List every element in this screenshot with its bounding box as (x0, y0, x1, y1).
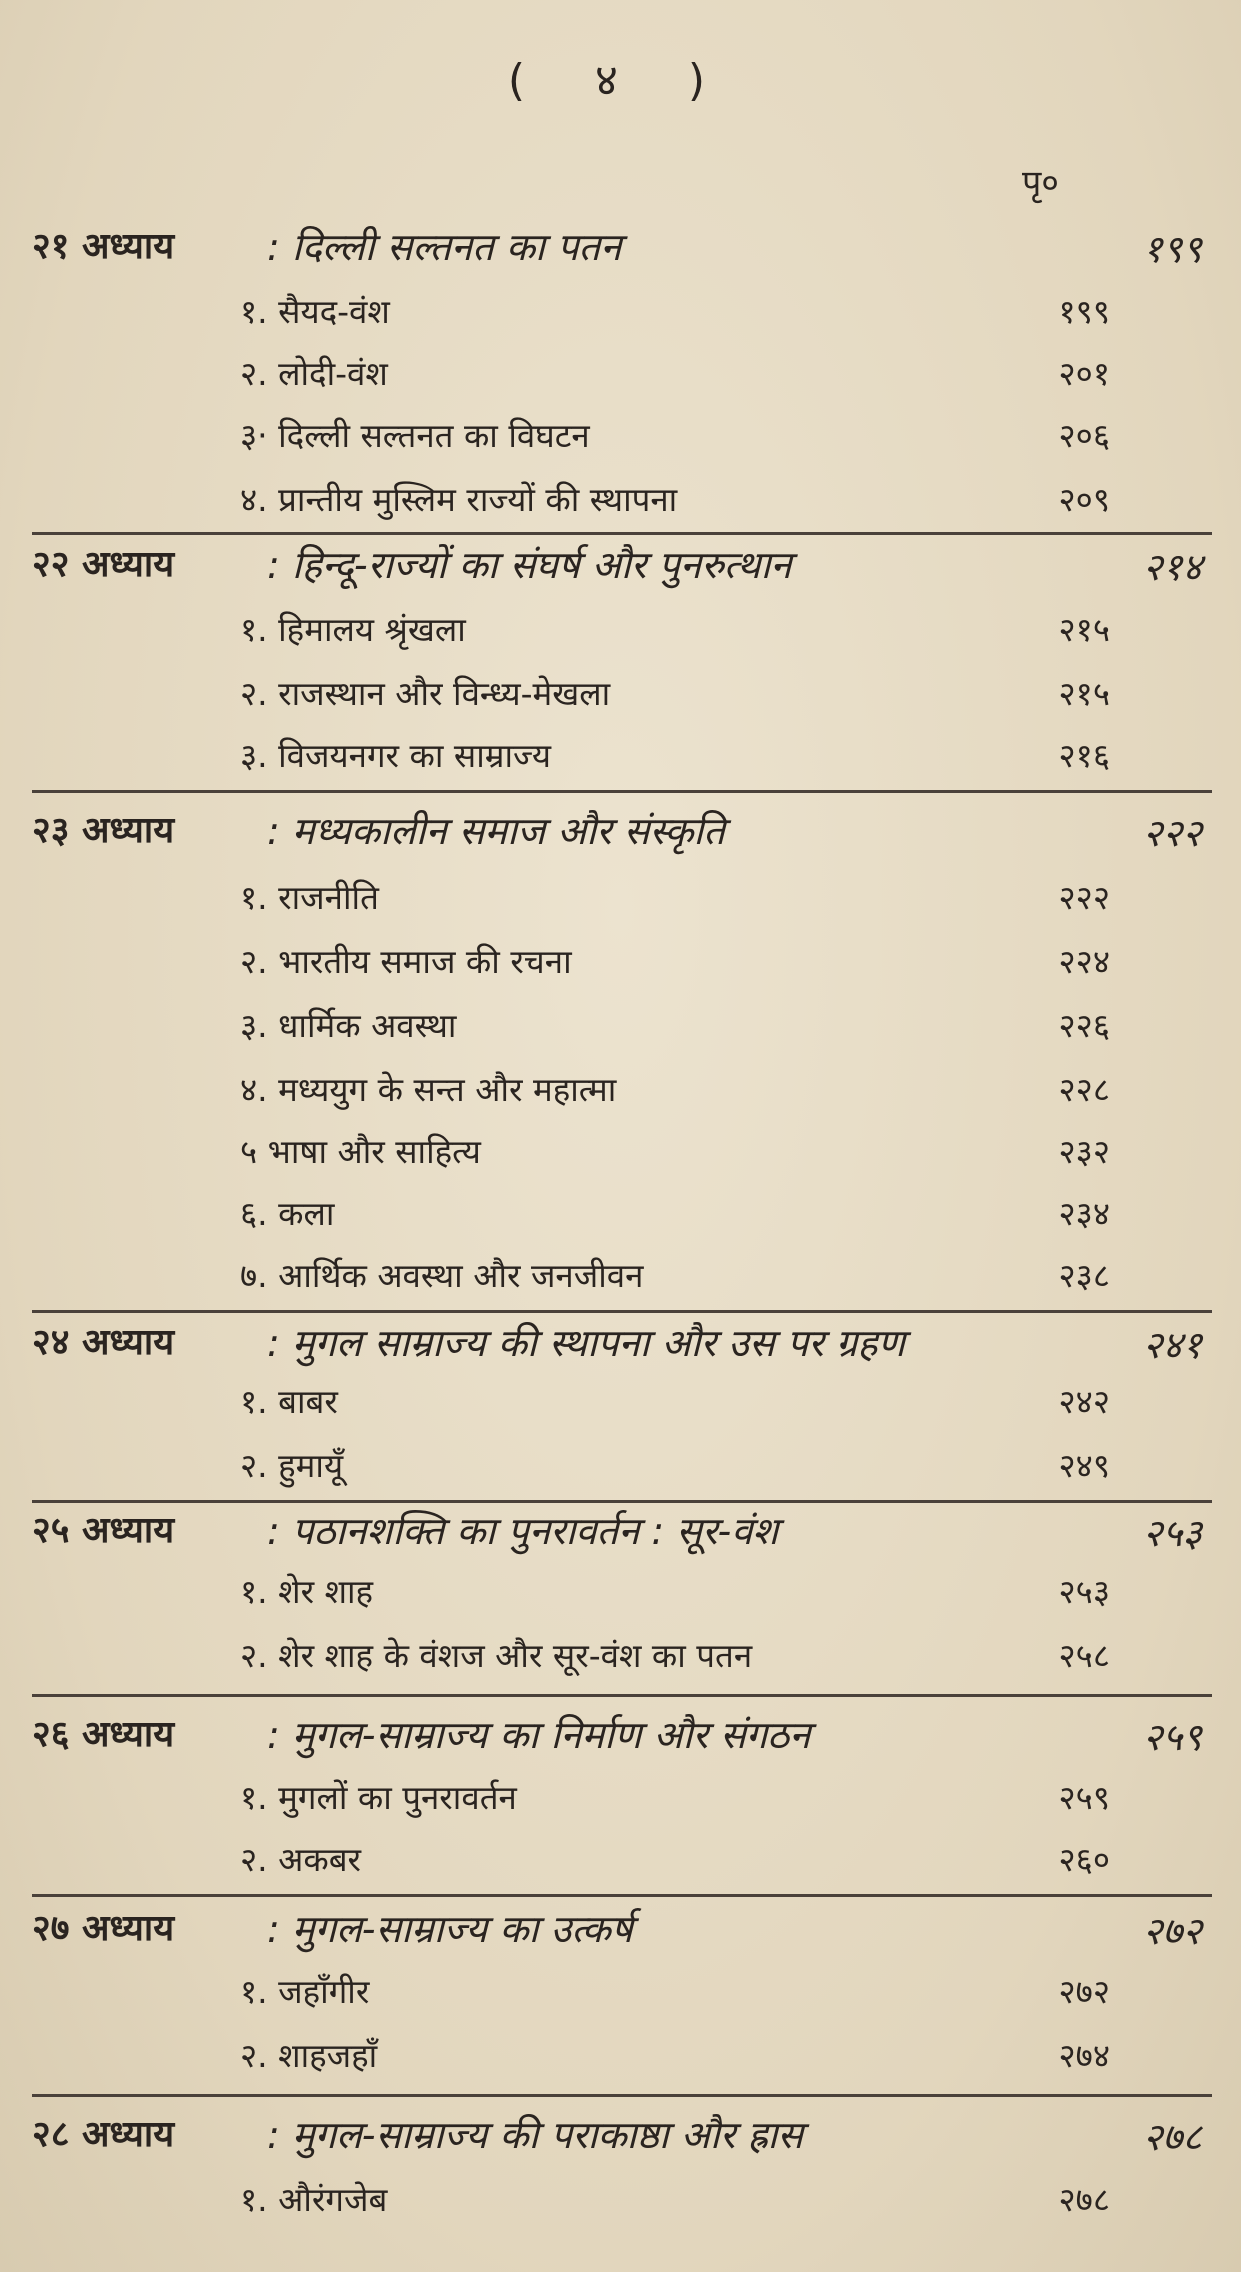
section-divider (32, 1694, 1212, 1697)
section-entry (240, 2026, 1110, 2082)
chapter-number: २८ अध्याय (32, 2114, 175, 2155)
section-entry (240, 1246, 1110, 1302)
chapter-title: : मुगल-साम्राज्य की पराकाष्ठा और ह्रास (267, 2113, 804, 2157)
section-entry (240, 1962, 1110, 2018)
section-entry (240, 1768, 1110, 1824)
section-entry (240, 1562, 1110, 1618)
section-title: ३· दिल्ली सल्तनत का विघटन (240, 416, 590, 455)
section-page: २६० (1058, 1840, 1110, 1879)
section-entry (240, 282, 1110, 338)
chapter-number: २१ अध्याय (32, 226, 175, 267)
section-entry (240, 406, 1110, 462)
section-entry (240, 932, 1110, 988)
section-page: २०९ (1058, 480, 1110, 519)
section-page: २५९ (1058, 1778, 1110, 1817)
section-title: २. शेर शाह के वंशज और सूर-वंश का पतन (240, 1636, 753, 1675)
section-title: २. लोदी-वंश (240, 354, 388, 393)
chapter-heading (32, 1898, 1212, 1960)
section-page: २३२ (1058, 1132, 1110, 1171)
section-title: १. बाबर (240, 1382, 338, 1421)
section-page: २७८ (1058, 2180, 1110, 2219)
section-entry (240, 726, 1110, 782)
section-title: ४. मध्ययुग के सन्त और महात्मा (240, 1070, 617, 1109)
chapter-heading (32, 216, 1212, 278)
section-entry (240, 1372, 1110, 1428)
section-title: १. मुगलों का पुनरावर्तन (240, 1778, 517, 1817)
section-divider (32, 790, 1212, 793)
section-entry (240, 1184, 1110, 1240)
section-page: २५८ (1058, 1636, 1110, 1675)
section-page: २४९ (1058, 1446, 1110, 1485)
section-page: १९९ (1058, 292, 1110, 331)
section-entry (240, 1830, 1110, 1886)
section-page: २७४ (1058, 2036, 1110, 2075)
chapter-title: : हिन्दू-राज्यों का संघर्ष और पुनरुत्थान (267, 543, 792, 587)
chapter-page: २५३ (1142, 1511, 1202, 1555)
chapter-number: २५ अध्याय (32, 1510, 175, 1551)
section-entry (240, 470, 1110, 526)
chapter-number: २२ अध्याय (32, 544, 175, 585)
section-title: १. हिमालय श्रृंखला (240, 610, 466, 649)
section-page: २४२ (1058, 1382, 1110, 1421)
section-page: २२४ (1058, 942, 1110, 981)
section-title: १. सैयद-वंश (240, 292, 390, 331)
section-page: २२६ (1058, 1006, 1110, 1045)
section-title: ६. कला (240, 1194, 335, 1233)
chapter-number: २७ अध्याय (32, 1908, 175, 1949)
chapter-heading (32, 800, 1212, 862)
section-title: ३. विजयनगर का साम्राज्य (240, 736, 552, 775)
section-title: २. राजस्थान और विन्ध्य-मेखला (240, 674, 611, 713)
section-divider (32, 1894, 1212, 1897)
section-entry (240, 664, 1110, 720)
chapter-page: २४१ (1142, 1323, 1202, 1367)
chapter-title: : मध्यकालीन समाज और संस्कृति (267, 809, 725, 853)
chapter-number: २४ अध्याय (32, 1322, 175, 1363)
section-page: २५३ (1058, 1572, 1110, 1611)
chapter-heading (32, 1704, 1212, 1766)
section-entry (240, 996, 1110, 1052)
chapter-heading (32, 2104, 1212, 2166)
section-page: २०६ (1058, 416, 1110, 455)
chapter-number: २३ अध्याय (32, 810, 175, 851)
section-page: २१५ (1058, 674, 1110, 713)
chapter-page: २७२ (1142, 1909, 1202, 1953)
section-title: २. हुमायूँ (240, 1446, 344, 1485)
chapter-title: : मुगल-साम्राज्य का निर्माण और संगठन (267, 1713, 811, 1757)
section-entry (240, 1122, 1110, 1178)
section-page: २१६ (1058, 736, 1110, 775)
section-entry (240, 600, 1110, 656)
chapter-heading (32, 1500, 1212, 1562)
section-entry (240, 2170, 1110, 2226)
page-number: ( ४ ) (507, 55, 734, 106)
section-title: २. अकबर (240, 1840, 362, 1879)
section-page: २३४ (1058, 1194, 1110, 1233)
chapter-title: : मुगल साम्राज्य की स्थापना और उस पर ग्रहण (267, 1321, 906, 1365)
section-entry (240, 344, 1110, 400)
page-column-label: पृ० (1022, 163, 1059, 203)
section-title: १. राजनीति (240, 878, 379, 917)
section-title: २. भारतीय समाज की रचना (240, 942, 572, 981)
section-title: ४. प्रान्तीय मुस्लिम राज्यों की स्थापना (240, 480, 678, 519)
section-entry (240, 1060, 1110, 1116)
chapter-page: २१४ (1142, 545, 1202, 589)
section-page: २३८ (1058, 1256, 1110, 1295)
section-title: १. शेर शाह (240, 1572, 374, 1611)
section-divider (32, 2094, 1212, 2097)
section-title: ५ भाषा और साहित्य (240, 1132, 481, 1171)
section-title: १. औरंगजेब (240, 2180, 388, 2219)
chapter-title: : मुगल-साम्राज्य का उत्कर्ष (267, 1907, 633, 1951)
chapter-heading (32, 1312, 1212, 1374)
section-title: २. शाहजहाँ (240, 2036, 378, 2075)
section-title: १. जहाँगीर (240, 1972, 370, 2011)
section-entry (240, 1436, 1110, 1492)
chapter-page: २२२ (1142, 811, 1202, 855)
section-page: २२८ (1058, 1070, 1110, 1109)
section-page: २१५ (1058, 610, 1110, 649)
chapter-page: २५९ (1142, 1715, 1202, 1759)
chapter-heading (32, 534, 1212, 596)
section-page: २७२ (1058, 1972, 1110, 2011)
section-entry (240, 868, 1110, 924)
chapter-page: १९९ (1142, 227, 1202, 271)
section-page: २०१ (1058, 354, 1110, 393)
chapter-title: : दिल्ली सल्तनत का पतन (267, 225, 622, 269)
section-page: २२२ (1058, 878, 1110, 917)
chapter-title: : पठानशक्ति का पुनरावर्तन : सूर-वंश (267, 1509, 779, 1553)
section-title: ७. आर्थिक अवस्था और जनजीवन (240, 1256, 644, 1295)
chapter-page: २७८ (1142, 2115, 1202, 2159)
section-entry (240, 1626, 1110, 1682)
chapter-number: २६ अध्याय (32, 1714, 175, 1755)
section-title: ३. धार्मिक अवस्था (240, 1006, 457, 1045)
